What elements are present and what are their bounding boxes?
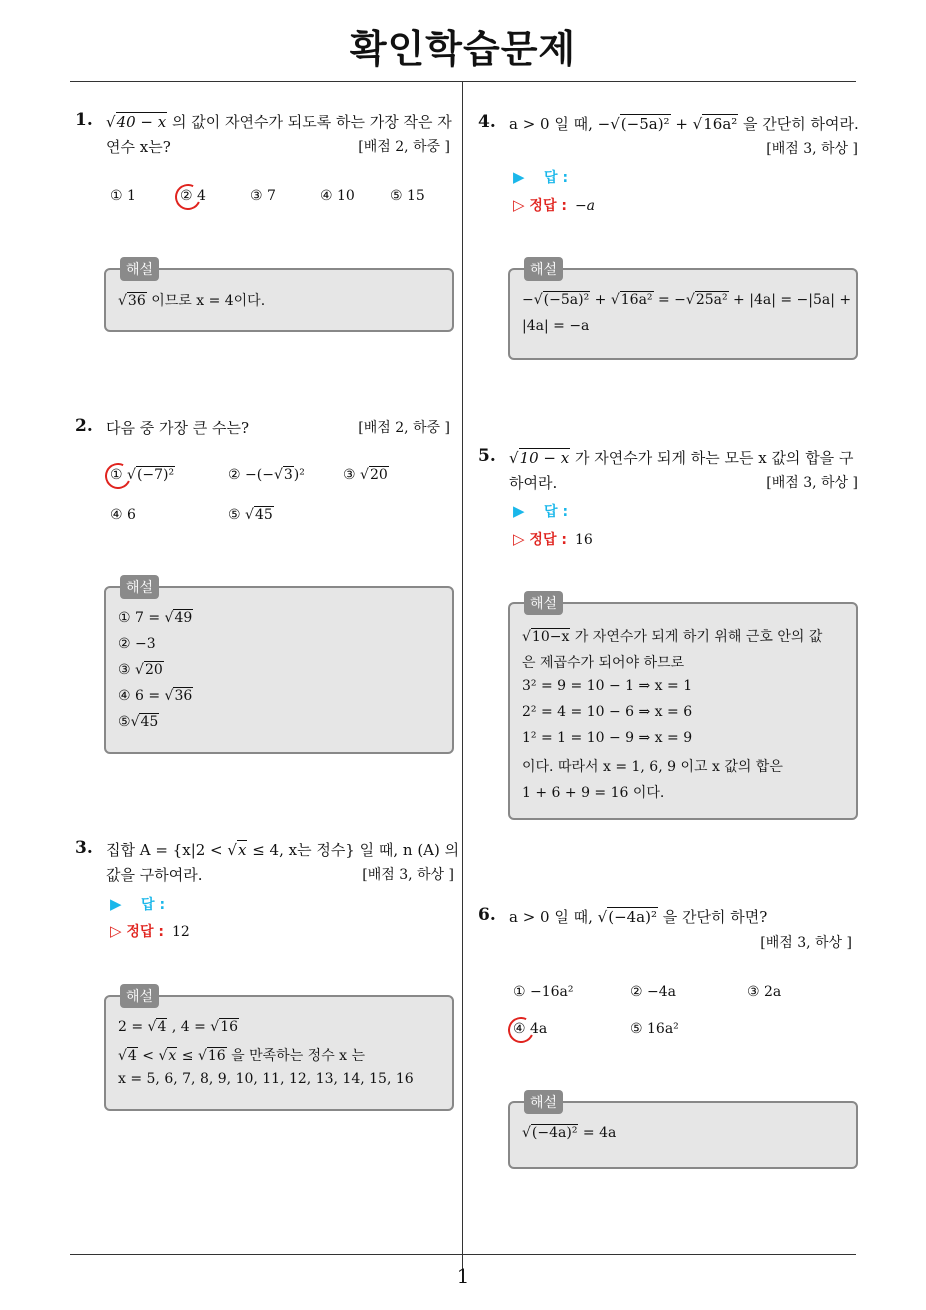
question-text-line2: 연수 x는? [106, 138, 171, 156]
option-4[interactable]: ④ 4a [513, 1021, 547, 1037]
solution-line: ① 7 = √49 [118, 610, 193, 626]
bottom-rule [70, 1254, 856, 1255]
question-meta: [배점 3, 하상 ] [362, 867, 454, 883]
solution-box [508, 262, 858, 360]
top-rule [70, 81, 856, 82]
solution-line: ④ 6 = √36 [118, 688, 193, 704]
question-text-line1: √40 − x 의 값이 자연수가 되도록 하는 가장 작은 자 [106, 113, 452, 131]
question-text-line1: a > 0 일 때, −√(−5a)² + √16a² 을 간단히 하여라. [509, 115, 859, 133]
correct-arrow-icon: ▷ [513, 530, 525, 548]
question-number: 3. [75, 838, 93, 858]
question-number: 2. [75, 416, 93, 436]
question-number: 1. [75, 110, 93, 130]
option-3[interactable]: ③ √20 [343, 467, 388, 483]
option-1[interactable]: ① √(−7)² [110, 467, 175, 483]
solution-box [508, 1095, 858, 1169]
correct-answer-line: ▷ 정답 : 16 [513, 530, 593, 548]
question-text-line2: 하여라. [509, 474, 558, 492]
answer-arrow-icon: ▶ [513, 502, 525, 520]
column-divider [462, 82, 463, 1272]
option-1[interactable]: ① −16a² [513, 984, 574, 1000]
question-text-line1: √10 − x 가 자연수가 되게 하는 모든 x 값의 합을 구 [509, 449, 854, 467]
correct-answer-line: ▷ 정답 : −a [513, 196, 596, 214]
solution-tag: 해설 [524, 1090, 563, 1114]
solution-line: ③ √20 [118, 662, 163, 678]
option-2[interactable]: ② 4 [180, 188, 206, 204]
question-number: 6. [478, 905, 496, 925]
question-text-line1: 집합 A = {x|2 < √x ≤ 4, x는 정수} 일 때, n (A) 의 [106, 841, 460, 859]
solution-line: 2² = 4 = 10 − 6 ⇒ x = 6 [522, 704, 693, 720]
selected-answer-mark [101, 459, 134, 492]
solution-line: √4 < √x ≤ √16 을 만족하는 정수 x 는 [118, 1048, 366, 1064]
solution-box [104, 989, 454, 1111]
solution-tag: 해설 [120, 984, 159, 1008]
option-4[interactable]: ④ 10 [320, 188, 355, 204]
answer-arrow-icon: ▶ [513, 168, 525, 186]
solution-line: 3² = 9 = 10 − 1 ⇒ x = 1 [522, 678, 693, 694]
answer-line: ▶ 답 : [513, 502, 569, 520]
question-text-line1: a > 0 일 때, √(−4a)² 을 간단히 하면? [509, 908, 768, 926]
option-5[interactable]: ⑤ 15 [390, 188, 425, 204]
solution-line: 2 = √4 , 4 = √16 [118, 1019, 239, 1035]
sqrt-expression: √40 − x [106, 113, 167, 131]
solution-box [508, 596, 858, 820]
solution-line: −√(−5a)² + √16a² = −√25a² + |4a| = −|5a| + [522, 292, 852, 308]
question-meta: [배점 3, 하상 ] [766, 475, 858, 491]
solution-line: √36 이므로 x = 4이다. [118, 293, 266, 309]
solution-tag: 해설 [120, 575, 159, 599]
page-title: 확인학습문제 [349, 27, 577, 71]
solution-box [104, 580, 454, 754]
solution-line: ⑤√45 [118, 714, 159, 730]
solution-tag: 해설 [524, 257, 563, 281]
question-text: 다음 중 가장 큰 수는? [106, 419, 250, 437]
selected-answer-mark [171, 180, 204, 213]
option-5[interactable]: ⑤ √45 [228, 507, 273, 523]
solution-line: 은 제곱수가 되어야 하므로 [522, 655, 685, 671]
option-1[interactable]: ① 1 [110, 188, 136, 204]
solution-line: 이다. 따라서 x = 1, 6, 9 이고 x 값의 합은 [522, 759, 783, 775]
question-meta: [배점 3, 하상 ] [766, 141, 858, 157]
option-4[interactable]: ④ 6 [110, 507, 136, 523]
question-meta: [배점 2, 하중 ] [358, 420, 450, 436]
option-3[interactable]: ③ 7 [250, 188, 276, 204]
correct-answer-line: ▷ 정답 : 12 [110, 922, 190, 940]
solution-tag: 해설 [524, 591, 563, 615]
question-meta: [배점 3, 하상 ] [760, 935, 852, 951]
solution-line: 1 + 6 + 9 = 16 이다. [522, 785, 665, 801]
answer-arrow-icon: ▶ [110, 895, 122, 913]
correct-arrow-icon: ▷ [513, 196, 525, 214]
solution-tag: 해설 [120, 257, 159, 281]
question-number: 4. [478, 112, 496, 132]
solution-line: √(−4a)² = 4a [522, 1125, 617, 1141]
solution-box [104, 262, 454, 332]
option-3[interactable]: ③ 2a [747, 984, 782, 1000]
correct-arrow-icon: ▷ [110, 922, 122, 940]
answer-line: ▶ 답 : [513, 168, 569, 186]
solution-line: x = 5, 6, 7, 8, 9, 10, 11, 12, 13, 14, 15, 16 [118, 1071, 414, 1087]
option-2[interactable]: ② −4a [630, 984, 676, 1000]
question-number: 5. [478, 446, 496, 466]
page-number: 1 [456, 1264, 470, 1288]
selected-answer-mark [504, 1013, 537, 1046]
answer-line: ▶ 답 : [110, 895, 166, 913]
option-2[interactable]: ② −(−√3)² [228, 467, 305, 483]
option-5[interactable]: ⑤ 16a² [630, 1021, 679, 1037]
solution-line: √10−x 가 자연수가 되게 하기 위해 근호 안의 값 [522, 629, 823, 645]
solution-line: 1² = 1 = 10 − 9 ⇒ x = 9 [522, 730, 693, 746]
solution-line: ② −3 [118, 636, 156, 652]
question-text-line2: 값을 구하여라. [106, 866, 203, 884]
question-meta: [배점 2, 하중 ] [358, 139, 450, 155]
solution-line: |4a| = −a [522, 318, 590, 334]
